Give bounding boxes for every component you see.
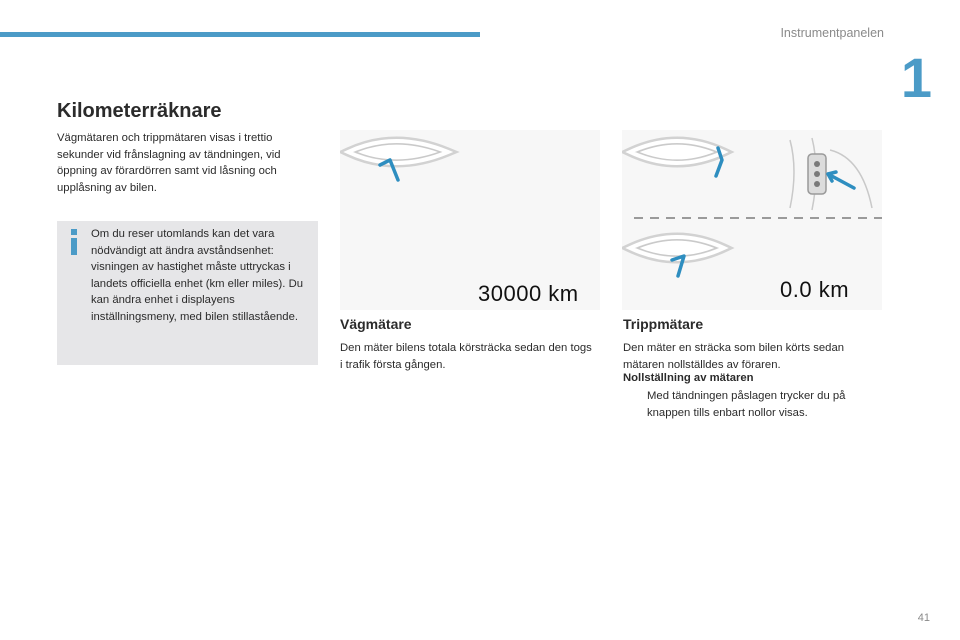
reset-heading: Nollställning av mätaren xyxy=(623,372,754,384)
trip-meter-text: Den mäter en sträcka som bilen körts sedan mätaren nollställdes av föraren. xyxy=(623,342,845,371)
section-label: Instrumentpanelen xyxy=(780,26,884,40)
page-title: Kilometerräknare xyxy=(57,100,222,122)
trip-meter-heading: Trippmätare xyxy=(623,316,704,332)
info-box xyxy=(57,221,318,365)
odometer-illustration xyxy=(340,130,600,310)
odometer-display: 30000 km xyxy=(478,281,579,306)
intro-paragraph: Vägmätaren och trippmätaren visas i trettio sekunder vid frånslagning av tändningen, vid öppning av förardörren samt vid låsning och upplåsning av bilen. xyxy=(57,132,281,194)
odometer-heading: Vägmätare xyxy=(340,316,412,332)
page-number: 41 xyxy=(917,612,930,624)
header-accent-bar xyxy=(0,32,480,37)
trip-meter-illustration xyxy=(622,130,882,310)
trip-meter-display: 0.0 km xyxy=(780,277,850,302)
reset-instruction-text: Med tändningen påslagen trycker du på knappen tills enbart nollor visas. xyxy=(647,390,846,419)
info-icon xyxy=(70,229,78,255)
odometer-text: Den mäter bilens totala körsträcka sedan den togs i trafik första gången. xyxy=(340,342,592,371)
chapter-number: 1 xyxy=(900,46,932,109)
info-box-text: Om du reser utomlands kan det vara nödvändigt att ändra avståndsenhet: visningen av hastighet måste uttryckas i landets officiella enhet (km eller miles). Du kan ändra enhet i displayens inställningsmeny, med bilen stillastående. xyxy=(91,228,304,323)
